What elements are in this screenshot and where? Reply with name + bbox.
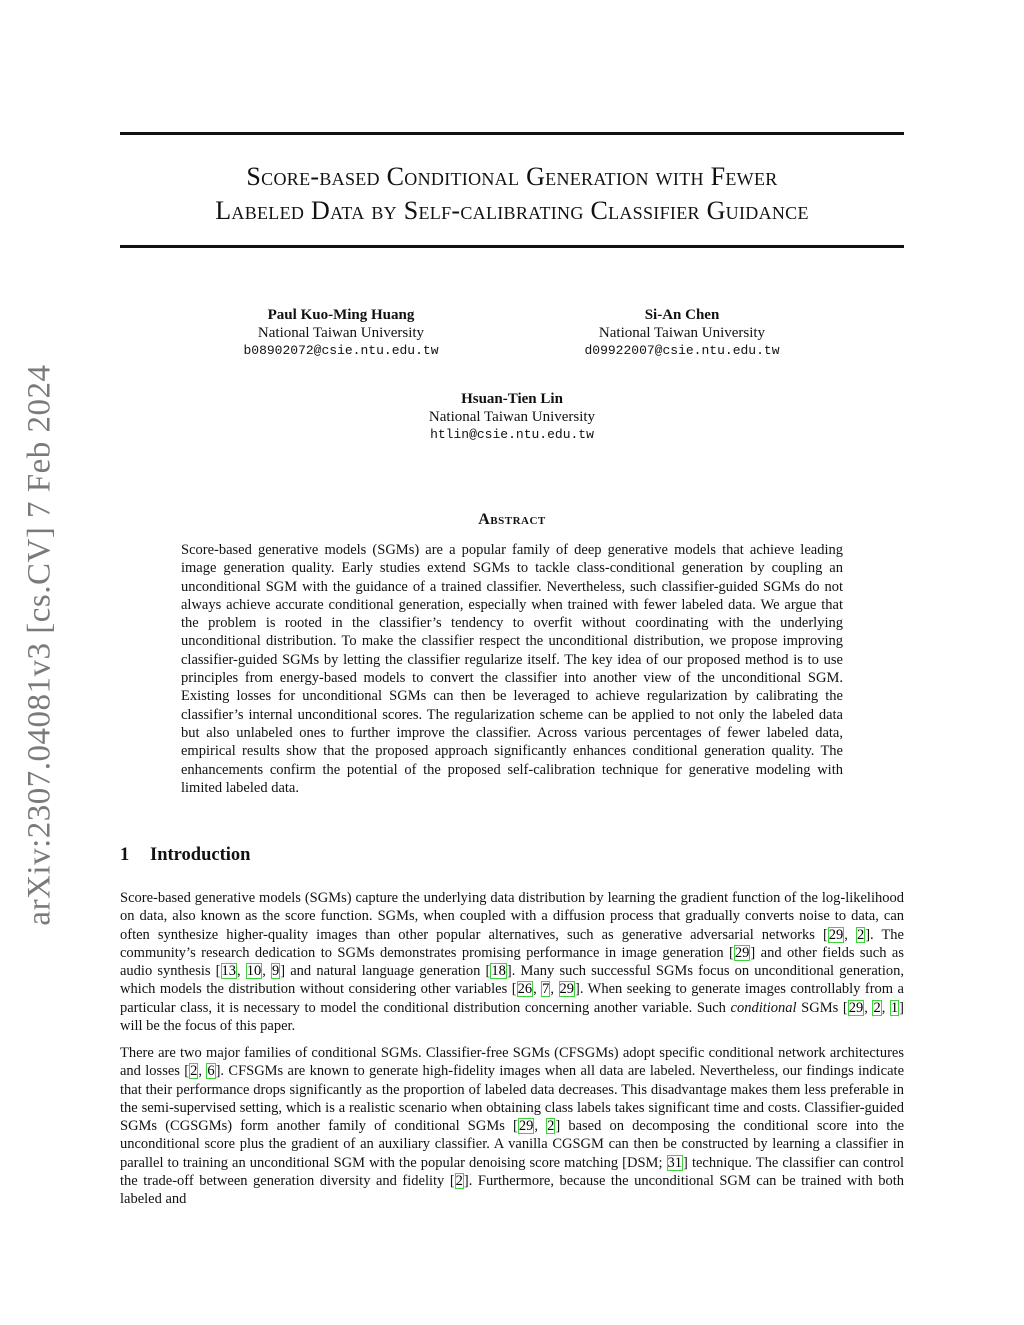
citation-separator: , (844, 926, 856, 943)
title-line-1: Score-based Conditional Generation with Fewer (246, 162, 778, 191)
citation-link[interactable]: 29 (559, 981, 574, 998)
citation-separator: , (534, 1118, 547, 1135)
paragraph-text: ] and other fields such as audio synthesis [ (120, 944, 904, 980)
citation-separator: , (198, 1063, 207, 1080)
citation-link[interactable]: 2 (873, 999, 881, 1016)
author-block-2 (562, 306, 802, 360)
abstract-text: Score-based generative models (SGMs) are a popular family of deep generative models that achieve leading image generation quality. Early studies extend SGMs to tackle class-conditional generation by coupling an unconditional SGM with the guidance of a trained classifier. Nevertheless, such classifier-guided SGMs do not always achieve accurate conditional generation, especially when trained with fewer labeled data. We argue that the problem is rooted in the classifier’s tendency to overfit without coordinating with the underlying unconditional distribution. To make the classifier respect the unconditional distribution, we propose improving classifier-guided SGMs by letting the classifier regularize itself. The key idea of our proposed method is to use principles from energy-based models to convert the classifier into another view of the unconditional SGM. Existing losses for unconditional SGMs can then be leveraged to achieve regularization by calibrating the classifier’s internal unconditional scores. The regularization scheme can be applied to not only the labeled data but also unlabeled ones to further improve the classifier. Across various percentages of fewer labeled data, empirical results show that the proposed approach significantly enhances conditional generation quality. The enhancements confirm the potential of the proposed self-calibration technique for generative modeling with limited labeled data. (181, 542, 843, 796)
section-number: 1 (120, 845, 130, 865)
citation-separator: , (864, 999, 873, 1016)
citation-link[interactable]: 1 (890, 999, 899, 1016)
intro-paragraph-2 (120, 1044, 904, 1209)
author-affiliation: National Taiwan University (598, 325, 766, 341)
citation-separator: , (237, 963, 246, 980)
citation-separator: , (533, 981, 542, 998)
citation-link[interactable]: 29 (828, 926, 844, 943)
citation-link[interactable]: 2 (190, 1063, 198, 1080)
author-block-1 (221, 306, 461, 360)
paper-title (120, 160, 904, 228)
author-block-3 (392, 390, 632, 444)
citation-link[interactable]: 18 (491, 963, 506, 980)
citation-separator: , (550, 981, 559, 998)
section-heading-introduction (120, 845, 250, 866)
paragraph-text: ] will be the focus of this paper. (120, 999, 905, 1035)
paragraph-text: ]. Furthermore, because the unconditional SGM can be trained with both labeled and (120, 1173, 904, 1208)
paragraph-text: ] based on decomposing the conditional score into the unconditional score plus the gradient of an auxiliary classifier. A vanilla CGSGM can then be constructed by learning a classifier in parallel to training an unconditional SGM with the popular denoising score matching [DSM; (120, 1118, 905, 1171)
citation-link[interactable]: 29 (848, 999, 864, 1016)
citation-separator: , (881, 999, 890, 1016)
title-rule-bottom (120, 245, 904, 248)
title-rule-top (120, 132, 904, 135)
citation-link[interactable]: 29 (518, 1118, 534, 1135)
abstract-heading: Abstract (478, 511, 546, 528)
citation-link[interactable]: 26 (517, 981, 533, 998)
author-name: Si-An Chen (644, 307, 720, 323)
author-email: htlin@csie.ntu.edu.tw (430, 427, 594, 442)
paragraph-text: There are two major families of conditional SGMs. Classifier-free SGMs (CFSGMs) adopt specific conditional network architectures and losses [ (120, 1045, 904, 1080)
paragraph-text: SGMs [ (796, 999, 848, 1016)
paragraph-text: Score-based generative models (SGMs) capture the underlying data distribution by learning the gradient function of the log-likelihood on data, also known as the score function. SGMs, when coupled with a diffusion process that gradually converts noise to data, can often synthesize higher-quality images than other popular alternatives, such as generative adversarial networks [ (120, 890, 904, 943)
author-email: d09922007@csie.ntu.edu.tw (584, 343, 780, 358)
citation-link[interactable]: 10 (246, 963, 262, 980)
citation-link[interactable]: 9 (272, 963, 280, 980)
citation-link[interactable]: 13 (221, 963, 236, 980)
citation-link[interactable]: 31 (667, 1154, 683, 1171)
emphasis-text: conditional (730, 999, 797, 1016)
section-title: Introduction (150, 845, 251, 865)
title-line-2: Labeled Data by Self-calibrating Classifier Guidance (215, 196, 809, 225)
citation-link[interactable]: 2 (547, 1118, 555, 1135)
intro-paragraph-1 (120, 889, 904, 1035)
paragraph-text: ]. CFSGMs are known to generate high-fidelity images when all data are labeled. Nevertheless, our findings indicate that their performance drops significantly as the proportion of labeled data decreases. This disadvantage makes them less preferable in the semi-supervised setting, which is a realistic scenario when obtaining class labels takes significant time and costs. Classifier-guided SGMs (CGSGMs) form another family of conditional SGMs [ (120, 1063, 905, 1135)
author-affiliation: National Taiwan University (257, 325, 425, 341)
citation-separator: , (262, 963, 272, 980)
author-name: Paul Kuo-Ming Huang (267, 307, 415, 323)
arxiv-identifier: arXiv:2307.04081v3 [cs.CV] 7 Feb 2024 (21, 364, 58, 926)
author-email: b08902072@csie.ntu.edu.tw (243, 343, 439, 358)
paragraph-text: ] technique. The classifier can control the trade-off between generation diversity and fidelity [ (120, 1154, 904, 1190)
paragraph-text: ]. Many such successful SGMs focus on unconditional generation, which models the distribution without considering other variables [ (120, 963, 904, 998)
author-name: Hsuan-Tien Lin (461, 391, 563, 407)
citation-link[interactable]: 2 (856, 926, 865, 943)
citation-link[interactable]: 29 (734, 944, 750, 961)
citation-link[interactable]: 2 (455, 1173, 463, 1190)
author-affiliation: National Taiwan University (428, 409, 596, 425)
paragraph-text: ] and natural language generation [ (280, 963, 491, 980)
paragraph-text: ]. When seeking to generate images controllably from a particular class, it is necessary to model the conditional distribution concerning another variable. Such (120, 981, 904, 1016)
citation-link[interactable]: 6 (207, 1063, 215, 1080)
paragraph-text: ]. The community’s research dedication to SGMs demonstrates promising performance in image generation [ (120, 926, 904, 961)
citation-link[interactable]: 7 (542, 981, 550, 998)
